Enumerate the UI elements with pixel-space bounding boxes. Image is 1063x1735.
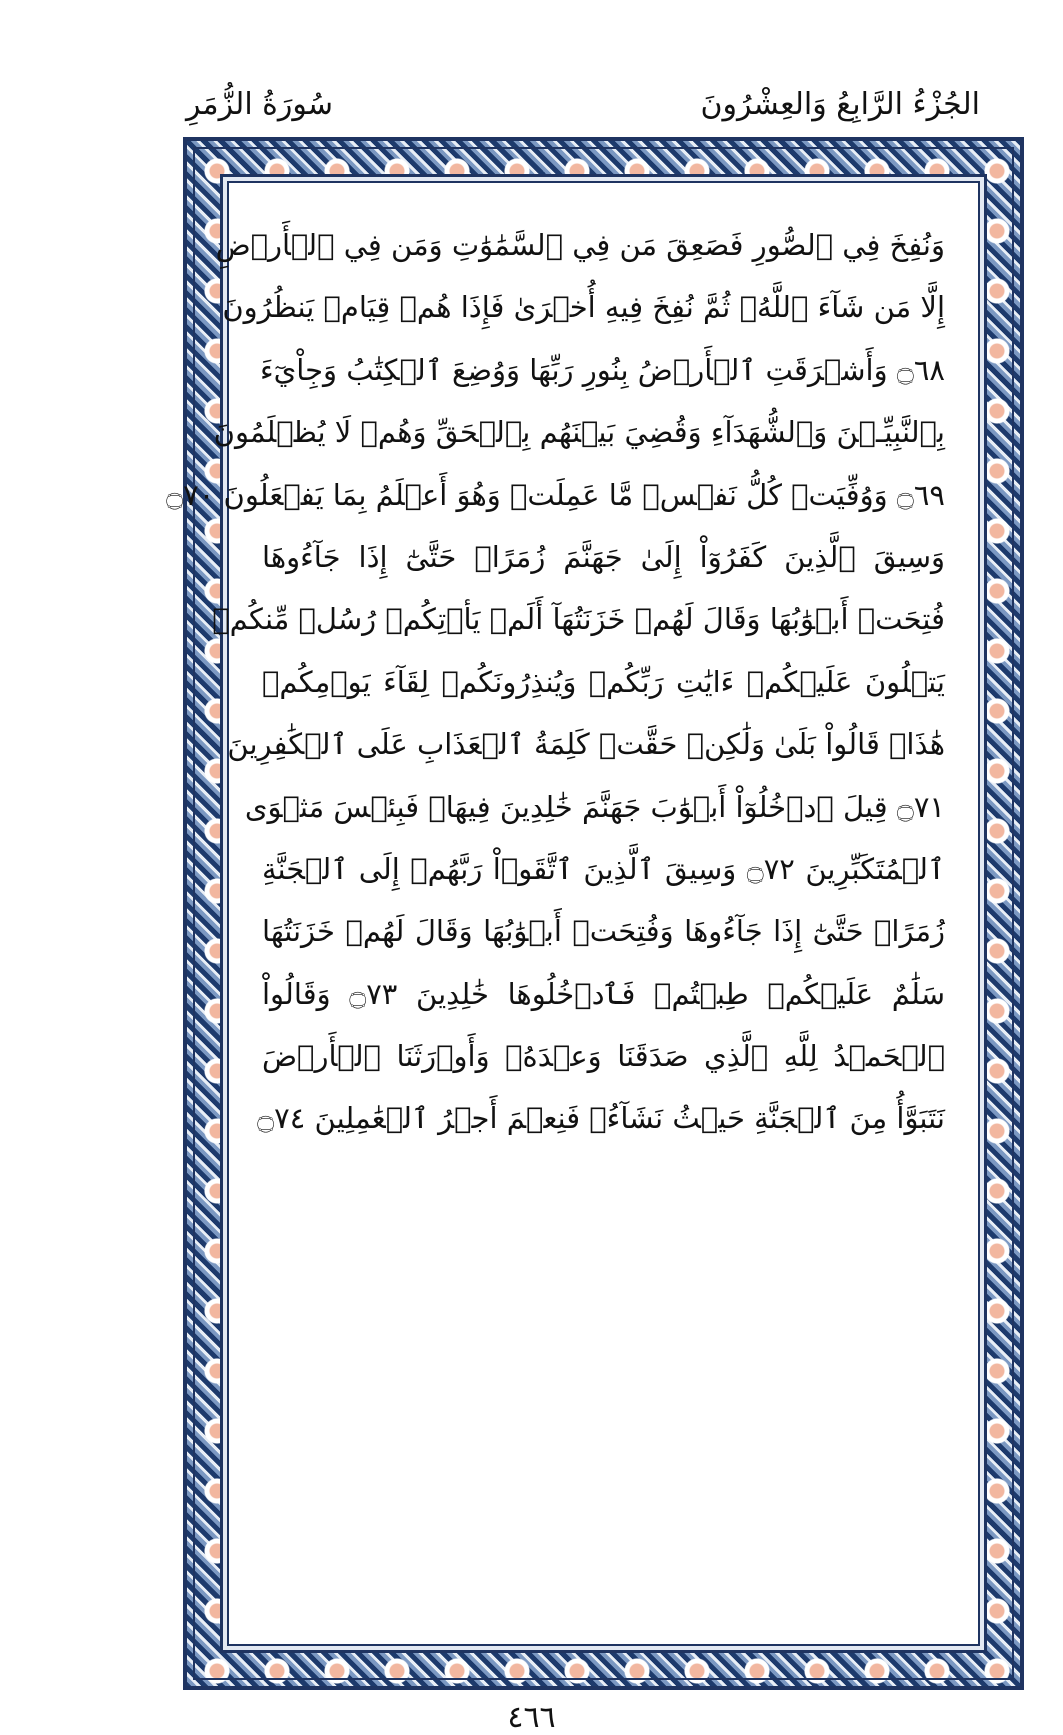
verse-line: فُتِحَتۡ أَبۡوَٰبُهَا وَقَالَ لَهُمۡ خَزَنَتُهَآ أَلَمۡ يَأۡتِكُمۡ رُسُلٞ مِّنكُمۡ [212,602,945,637]
verse-line: سَلَٰمٌ عَلَيۡكُمۡ طِبۡتُمۡ فَٱدۡخُلُوهَا خَٰلِدِينَ ۝٧٣ وَقَالُواْ [262,976,946,1011]
verse-line: نَتَبَوَّأُ مِنَ ٱلۡجَنَّةِ حَيۡثُ نَشَآءُۖ فَنِعۡمَ أَجۡرُ ٱلۡعَٰمِلِينَ ۝٧٤ [257,1101,945,1136]
verse-line: ۝٦٩ وَوُفِّيَتۡ كُلُّ نَفۡسٖ مَّا عَمِلَتۡ وَهُوَ أَعۡلَمُ بِمَا يَفۡعَلُونَ ۝٧٠ [166,477,945,512]
verse-line: ٱلۡحَمۡدُ لِلَّهِ ٱلَّذِي صَدَقَنَا وَعۡدَهُۥ وَأَوۡرَثَنَا ٱلۡأَرۡضَ [262,1039,945,1074]
page-number: ٤٦٦ [507,1700,556,1735]
verse-line: ۝٦٨ وَأَشۡرَقَتِ ٱلۡأَرۡضُ بِنُورِ رَبِّهَا وَوُضِعَ ٱلۡكِتَٰبُ وَجِاْيٓءَ [259,352,945,387]
juz-header: الجُزْءُ الرَّابِعُ وَالعِشْرُونَ [700,87,980,122]
verse-line: إِلَّا مَن شَآءَ ٱللَّهُۖ ثُمَّ نُفِخَ فِيهِ أُخۡرَىٰ فَإِذَا هُمۡ قِيَامٞ يَنظُرُونَ [222,290,945,325]
verse-line: وَنُفِخَ فِي ٱلصُّورِ فَصَعِقَ مَن فِي ٱلسَّمَٰوَٰتِ وَمَن فِي ٱلۡأَرۡضِ [215,228,945,262]
verse-line: ٱلۡمُتَكَبِّرِينَ ۝٧٢ وَسِيقَ ٱلَّذِينَ ٱتَّقَوۡاْ رَبَّهُمۡ إِلَى ٱلۡجَنَّةِ [262,851,945,886]
verse-line: بِٱلنَّبِيِّـۧنَ وَٱلشُّهَدَآءِ وَقُضِيَ بَيۡنَهُم بِٱلۡحَقِّ وَهُمۡ لَا يُظۡلَمُونَ [213,415,945,450]
surah-header: سُورَةُ الزُّمَرِ [186,87,334,122]
verse-line: هَٰذَاۚ قَالُواْ بَلَىٰ وَلَٰكِنۡ حَقَّتۡ كَلِمَةُ ٱلۡعَذَابِ عَلَى ٱلۡكَٰفِرِينَ [227,727,945,762]
verse-line: يَتۡلُونَ عَلَيۡكُمۡ ءَايَٰتِ رَبِّكُمۡ وَيُنذِرُونَكُمۡ لِقَآءَ يَوۡمِكُمۡ [262,664,945,699]
verse-line: وَسِيقَ ٱلَّذِينَ كَفَرُوٓاْ إِلَىٰ جَهَنَّمَ زُمَرًاۖ حَتَّىٰٓ إِذَا جَآءُوهَا [262,539,945,574]
verse-lines [166,214,946,1150]
verse-line: ۝٧١ قِيلَ ٱدۡخُلُوٓاْ أَبۡوَٰبَ جَهَنَّمَ خَٰلِدِينَ فِيهَاۖ فَبِئۡسَ مَثۡوَى [244,789,945,824]
verse-line: زُمَرًاۖ حَتَّىٰٓ إِذَا جَآءُوهَا وَفُتِحَتۡ أَبۡوَٰبُهَا وَقَالَ لَهُمۡ خَزَنَتُهَا [262,914,945,949]
